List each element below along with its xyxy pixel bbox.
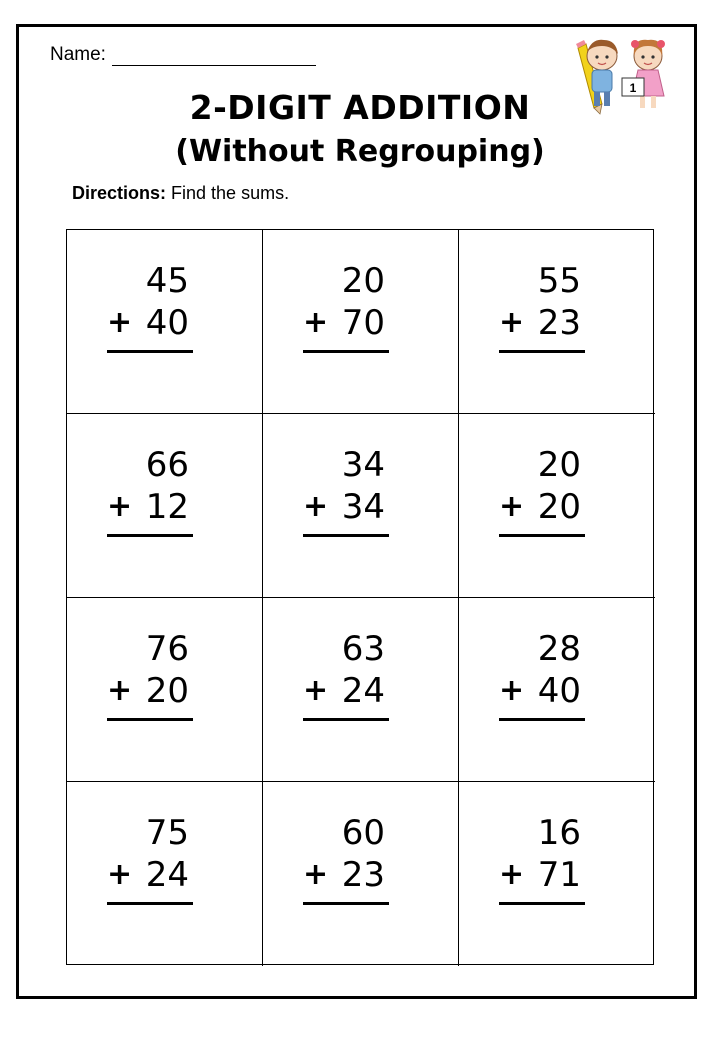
answer-line (303, 902, 389, 905)
answer-line (303, 350, 389, 353)
directions-label: Directions: (72, 183, 167, 203)
plus-sign: + (499, 857, 525, 892)
top-addend: 20 (341, 261, 385, 301)
plus-sign: + (499, 489, 525, 524)
problems-grid (66, 229, 654, 965)
addition-problem (499, 812, 585, 905)
kids-illustration (572, 34, 676, 118)
plus-sign: + (499, 305, 525, 340)
addition-problem (303, 260, 389, 353)
problem-cell[interactable] (67, 230, 263, 414)
problem-cell[interactable] (459, 230, 655, 414)
answer-line (499, 534, 585, 537)
bottom-addend: 40 (537, 671, 581, 711)
problem-cell[interactable] (459, 598, 655, 782)
problem-cell[interactable] (459, 414, 655, 598)
bottom-addend: 34 (341, 487, 385, 527)
plus-sign: + (303, 489, 329, 524)
problem-cell[interactable] (263, 598, 459, 782)
directions-text: Find the sums. (166, 183, 290, 203)
top-addend: 63 (341, 629, 385, 669)
girl-icon (631, 40, 665, 108)
problem-cell[interactable] (263, 782, 459, 966)
top-addend: 60 (341, 813, 385, 853)
top-addend: 55 (537, 261, 581, 301)
top-addend: 28 (537, 629, 581, 669)
bottom-addend: 12 (145, 487, 189, 527)
addition-problem (107, 812, 193, 905)
problem-cell[interactable] (263, 230, 459, 414)
worksheet-subtitle: (Without Regrouping) (175, 134, 545, 169)
top-addend: 66 (145, 445, 189, 485)
bottom-addend: 24 (145, 855, 189, 895)
top-addend: 34 (341, 445, 385, 485)
plus-sign: + (499, 673, 525, 708)
answer-line (107, 902, 193, 905)
plus-sign: + (107, 489, 133, 524)
addition-problem (107, 628, 193, 721)
bottom-addend: 70 (341, 303, 385, 343)
answer-line (303, 718, 389, 721)
top-addend: 75 (145, 813, 189, 853)
answer-line (499, 350, 585, 353)
bottom-addend: 23 (341, 855, 385, 895)
name-blank-line[interactable] (112, 47, 316, 66)
number-card-icon (622, 78, 644, 96)
answer-line (303, 534, 389, 537)
problem-cell[interactable] (67, 598, 263, 782)
problem-cell[interactable] (263, 414, 459, 598)
addition-problem (499, 444, 585, 537)
answer-line (107, 534, 193, 537)
top-addend: 76 (145, 629, 189, 669)
top-addend: 45 (145, 261, 189, 301)
name-field (50, 44, 316, 66)
addition-problem (303, 628, 389, 721)
card-number: 1 (629, 81, 637, 95)
name-label: Name: (50, 44, 106, 65)
plus-sign: + (303, 857, 329, 892)
bottom-addend: 20 (537, 487, 581, 527)
answer-line (499, 718, 585, 721)
addition-problem (107, 444, 193, 537)
addition-problem (303, 812, 389, 905)
plus-sign: + (107, 673, 133, 708)
bottom-addend: 40 (145, 303, 189, 343)
bottom-addend: 24 (341, 671, 385, 711)
addition-problem (107, 260, 193, 353)
addition-problem (499, 628, 585, 721)
plus-sign: + (303, 305, 329, 340)
bottom-addend: 71 (537, 855, 581, 895)
answer-line (499, 902, 585, 905)
problem-cell[interactable] (459, 782, 655, 966)
plus-sign: + (107, 305, 133, 340)
bottom-addend: 23 (537, 303, 581, 343)
problem-cell[interactable] (67, 414, 263, 598)
plus-sign: + (107, 857, 133, 892)
top-addend: 16 (537, 813, 581, 853)
problem-cell[interactable] (67, 782, 263, 966)
plus-sign: + (303, 673, 329, 708)
top-addend: 20 (537, 445, 581, 485)
bottom-addend: 20 (145, 671, 189, 711)
answer-line (107, 718, 193, 721)
directions (72, 183, 289, 204)
answer-line (107, 350, 193, 353)
addition-problem (499, 260, 585, 353)
addition-problem (303, 444, 389, 537)
worksheet-title: 2-DIGIT ADDITION (189, 88, 531, 127)
